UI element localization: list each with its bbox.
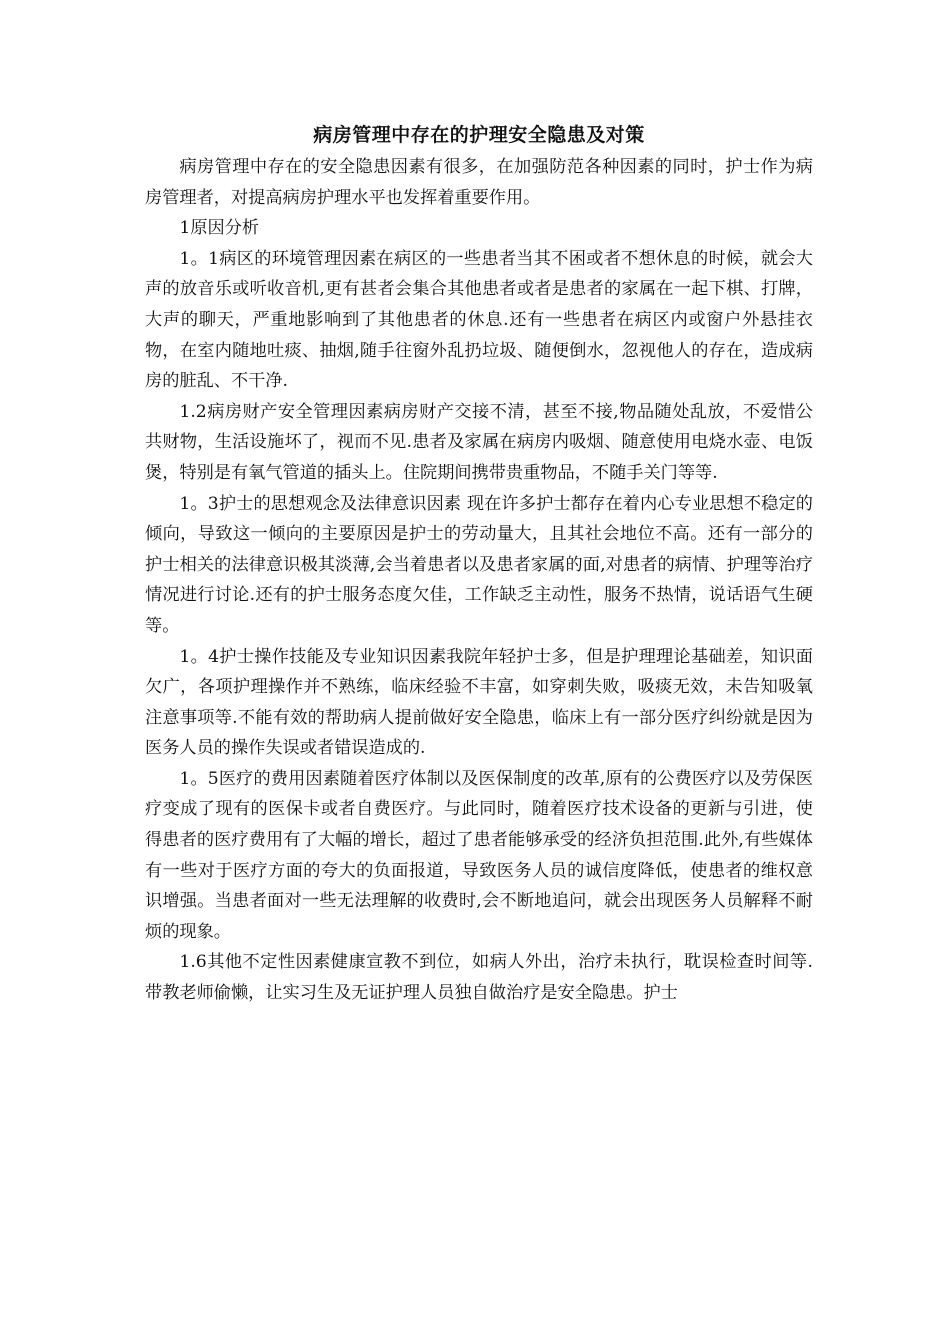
section-heading-cause-analysis: 1原因分析 <box>179 218 260 239</box>
document-page <box>145 118 813 1009</box>
paragraph-1-1-environment: 1。1病区的环境管理因素在病区的一些患者当其不困或者不想休息的时候，就会大声的放音乐或听收音机,更有甚者会集合其他患者或者是患者的家属在一起下棋、打牌，大声的聊天，严重地影响到了其他患者的休息.还有一些患者在病区内或窗户外悬挂衣物，在室内随地吐痰、抽烟,随手往窗外乱扔垃圾、随便倒水，忽视他人的存在，造成病房的脏乱、不干净. <box>145 248 813 392</box>
paragraph-1-5-costs: 1。5医疗的费用因素随着医疗体制以及医保制度的改革,原有的公费医疗以及劳保医疗变成了现有的医保卡或者自费医疗。与此同时，随着医疗技术设备的更新与引进，使得患者的医疗费用有了大幅的增长，超过了患者能够承受的经济负担范围.此外,有些媒体有一些对于医疗方面的夸大的负面报道，导致医务人员的诚信度降低，使患者的维权意识增强。当患者面对一些无法理解的收费时,会不断地追问，就会出现医务人员解释不耐烦的现象。 <box>145 768 813 942</box>
paragraph-intro: 病房管理中存在的安全隐患因素有很多，在加强防范各种因素的同时，护士作为病房管理者，对提高病房护理水平也发挥着重要作用。 <box>145 157 813 208</box>
paragraph-1-4-skills: 1。4护士操作技能及专业知识因素我院年轻护士多，但是护理理论基础差，知识面欠广，各项护理操作并不熟练，临床经验不丰富，如穿刺失败，吸痰无效，未告知吸氧注意事项等.不能有效的帮助病人提前做好安全隐患，临床上有一部分医疗纠纷就是因为医务人员的操作失误或者错误造成的. <box>145 646 813 759</box>
paragraph-1-3-legal-awareness: 1。3护士的思想观念及法律意识因素 现在许多护士都存在着内心专业思想不稳定的倾向，导致这一倾向的主要原因是护士的劳动量大，且其社会地位不高。还有一部分的护士相关的法律意识极其淡薄,会当着患者以及患者家属的面,对患者的病情、护理等治疗情况进行讨论.还有的护士服务态度欠佳，工作缺乏主动性，服务不热情，说话语气生硬等。 <box>145 493 813 636</box>
paragraph-1-6-other: 1.6其他不定性因素健康宣教不到位，如病人外出，治疗未执行，耽误检查时间等.带教老师偷懒，让实习生及无证护理人员独自做治疗是安全隐患。护士 <box>145 952 813 1004</box>
document-title: 病房管理中存在的护理安全隐患及对策 <box>313 124 645 146</box>
paragraph-1-2-property: 1.2病房财产安全管理因素病房财产交接不清，甚至不接,物品随处乱放，不爱惜公共财物，生活设施坏了，视而不见.患者及家属在病房内吸烟、随意使用电烧水壶、电饭煲，特别是有氧气管道的插头上。住院期间携带贵重物品，不随手关门等等. <box>145 401 813 483</box>
